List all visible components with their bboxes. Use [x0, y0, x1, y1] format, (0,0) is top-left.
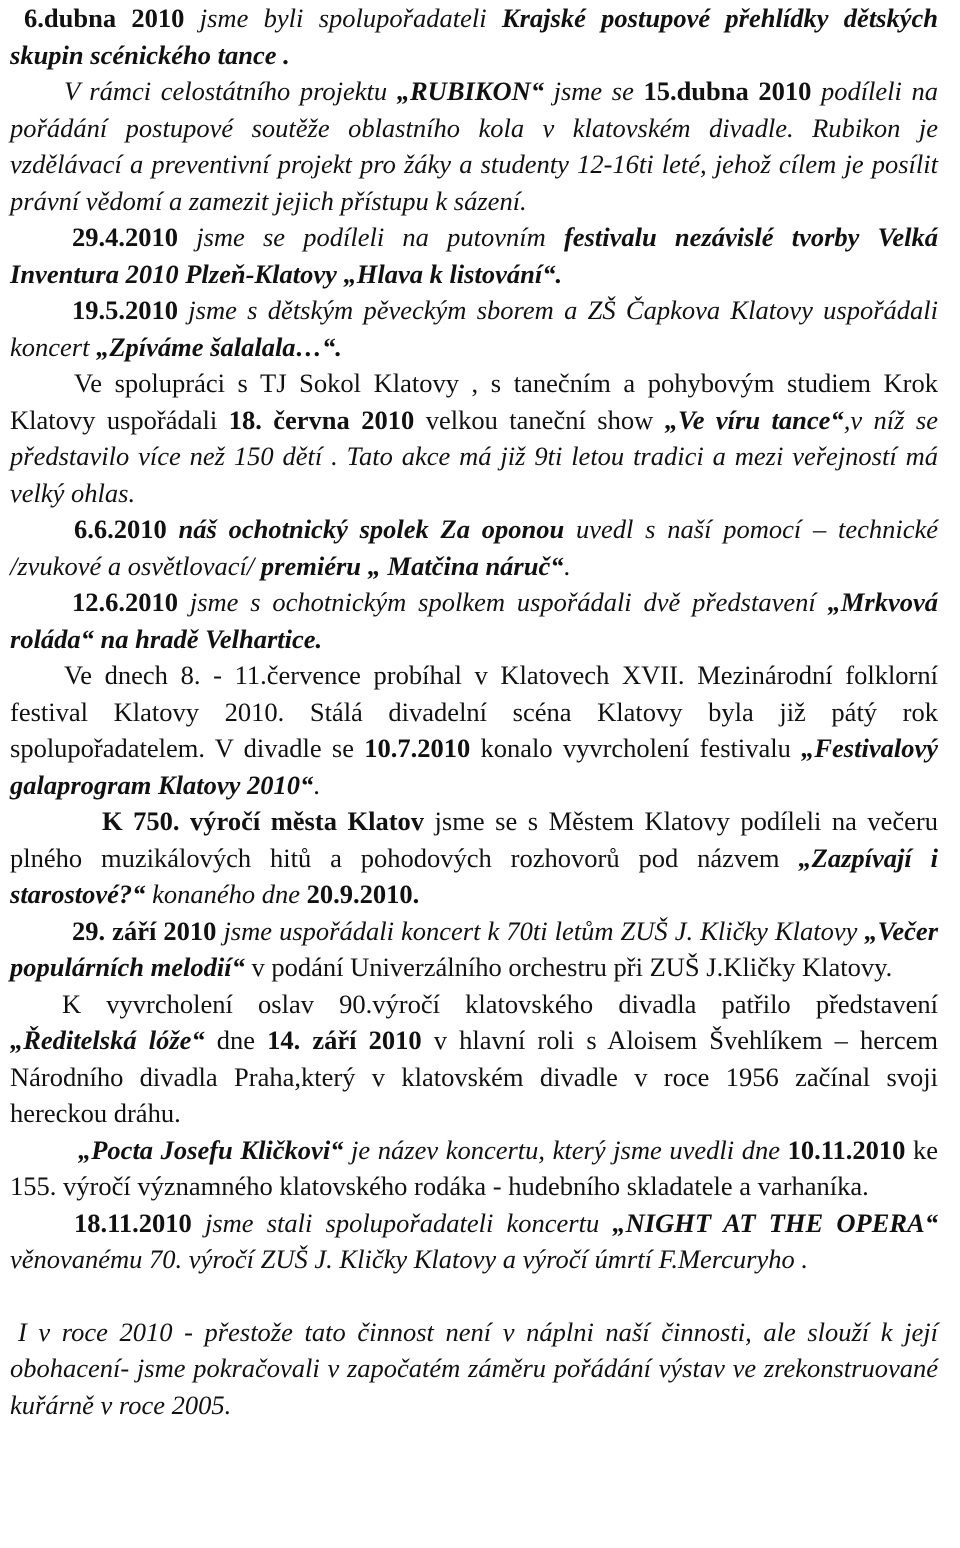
gala-title: „Festivalový galaprogram Klatovy 2010“: [10, 733, 938, 800]
paragraph-vecer-popularnich-melodii: [10, 913, 938, 986]
paragraph-text: V rámci celostátního projektu: [64, 76, 397, 106]
event-date: 12.6.2010: [72, 587, 178, 617]
paragraph-text: uvedl s naší pomocí – technické /zvukové a osvětlovací/: [10, 514, 939, 581]
event-date: 14. září 2010: [267, 1025, 422, 1055]
show-title: „Ve víru tance“: [664, 404, 844, 435]
concert-title: „NIGHT AT THE OPERA“: [612, 1207, 938, 1238]
paragraph-night-at-the-opera: [10, 1205, 938, 1278]
paragraph-text: konaného dne: [145, 879, 307, 909]
play-title: „Mrkvová roláda“ na hradě Velhartice.: [10, 587, 938, 654]
society-name: náš ochotnický spolek Za oponou: [178, 514, 565, 544]
concert-title: „Zpíváme šalalala…“.: [96, 331, 342, 362]
event-date: 29. září 2010: [72, 915, 217, 946]
event-title: „Zazpívají i starostové?“: [10, 842, 938, 909]
paragraph-mrkvova-rolada: [10, 584, 938, 657]
paragraph-matcina-naruc: [10, 511, 938, 584]
concert-title: „Večer populárních melodií“: [10, 915, 939, 982]
paragraph-text: Ve spolupráci s TJ Sokol Klatovy , s tanečním a pohybovým studiem Krok Klatovy uspořádali: [10, 368, 938, 435]
paragraph-text: ke 155. výročí významného klatovského rodáka - hudebního skladatele a varhaníka.: [10, 1134, 938, 1201]
paragraph-text: K vyvrcholení oslav 90.výročí klatovského divadla patřilo představení: [62, 988, 938, 1019]
paragraph-text: jsme s dětským pěveckým sborem a ZŠ Čapkova Klatovy uspořádali koncert: [10, 295, 938, 362]
event-title: Krajské postupové přehlídky dětských skupin scénického tance .: [10, 3, 939, 70]
paragraph-text: .: [412, 879, 420, 909]
paragraph-text: .: [563, 550, 571, 581]
paragraph-text: Ve dnech 8. - 11.července probíhal v Klatovech XVII. Mezinárodní folklorní festival Klatovy 2010. Stálá divadelní scéna Klatovy byla již pátý rok spolupořadatelem. V divadle se: [10, 660, 938, 763]
event-date: 18. června 2010: [228, 404, 415, 435]
paragraph-text: je název koncertu, který jsme uvedli dne: [343, 1134, 788, 1165]
event-date: 6.6.2010: [74, 514, 167, 544]
paragraph-text: jsme se: [544, 76, 644, 106]
concert-title: „Pocta Josefu Kličkovi“: [78, 1134, 344, 1165]
paragraph-text: věnovanému 70. výročí ZUŠ J. Kličky Klatovy a výročí úmrtí F.Mercuryho .: [10, 1244, 808, 1274]
paragraph-text: jsme stali spolupořadateli koncertu: [191, 1207, 613, 1238]
paragraph-text: ,v níž se představilo více než 150 dětí . Tato akce má již 9ti letou tradici a mezi veřejností má velký ohlas.: [10, 404, 938, 508]
event-date: 29.4.2010: [72, 222, 178, 252]
paragraph-pocta-josefu-klickovi: [10, 1132, 938, 1205]
paragraph-text: v hlavní roli s Aloisem Švehlíkem – hercem Národního divadla Praha,který v klatovském divadle v roce 1956 začínal svoji hereckou dráhu.: [10, 1025, 939, 1128]
paragraph-velka-inventura: [10, 219, 938, 292]
premiere-title: premiéru „ Matčina náruč“: [260, 550, 564, 581]
paragraph-reditelska-loze: [10, 986, 938, 1132]
paragraph-vystavy: [10, 1314, 938, 1424]
event-date: 6.dubna 2010: [24, 3, 185, 33]
paragraph-text: jsme s ochotnickým spolkem uspořádali dvě představení: [178, 587, 828, 617]
paragraph-text: velkou taneční show: [414, 404, 665, 435]
paragraph-text: I v roce 2010 - přestože tato činnost není v náplni naší činnosti, ale slouží k její obohacení- jsme pokračovali v započatém záměru pořádání výstav ve zrekonstruované kuřárně v roce 2005.: [10, 1316, 938, 1420]
paragraph-rubikon: [10, 73, 938, 219]
paragraph-folklorni-festival: [10, 657, 938, 803]
festival-title: festivalu nezávislé tvorby Velká Inventura 2010 Plzeň-Klatovy „Hlava k listování“.: [10, 222, 938, 289]
paragraph-ve-viru-tance: [10, 365, 938, 511]
paragraph-text: .: [313, 769, 320, 800]
event-date: 19.5.2010: [72, 295, 178, 325]
paragraph-zpivame-salalala: [10, 292, 938, 365]
paragraph-gap: [10, 1278, 938, 1314]
paragraph-text: konalo vyvrcholení festivalu: [470, 733, 802, 763]
paragraph-text: jsme se s Městem Klatovy podíleli na večeru plného muzikálových hitů a pohodových rozhovorů pod názvem: [10, 806, 939, 873]
paragraph-krajske-prehlidky: [10, 0, 938, 73]
paragraph-750-vyroci: [10, 803, 938, 913]
paragraph-text: jsme byli spolupořadateli: [184, 3, 502, 33]
paragraph-text: podíleli na pořádání postupové soutěže oblastního kola v klatovském divadle. Rubikon je vzdělávací a preventivní projekt pro žáky a studenty 12-16ti leté, jehož cílem je posílit právní vědomí a zamezit jejich přístupu k sázení.: [10, 76, 938, 216]
paragraph-text: dne: [204, 1025, 268, 1055]
event-date: 15.dubna 2010: [643, 76, 812, 106]
anniversary-title: K 750. výročí města Klatov: [102, 806, 425, 836]
event-date: 20.9.2010: [306, 879, 413, 909]
play-title: „Ředitelská lóže“: [10, 1025, 205, 1055]
paragraph-text: v podání Univerzálního orchestru při ZUŠ J.Kličky Klatovy.: [244, 952, 893, 982]
project-name: „RUBIKON“: [396, 76, 545, 106]
event-date: 10.7.2010: [364, 733, 471, 763]
event-date: 18.11.2010: [74, 1207, 192, 1238]
paragraph-text: jsme uspořádali koncert k 70ti letům ZUŠ J. Kličky Klatovy: [216, 915, 865, 946]
event-date: 10.11.2010: [787, 1134, 906, 1165]
paragraph-text: jsme se podíleli na putovním: [178, 222, 564, 252]
